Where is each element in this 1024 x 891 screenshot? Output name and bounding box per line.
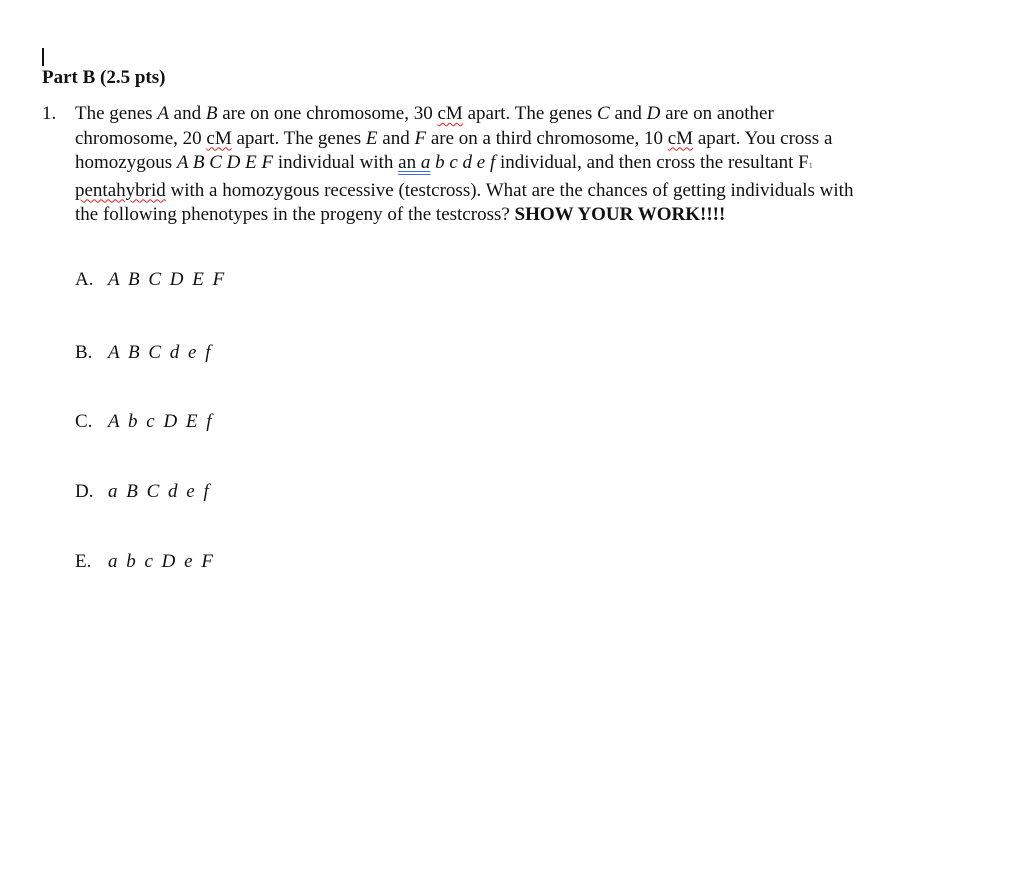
question-line (75, 179, 972, 204)
part-title: Part B (2.5 pts) (42, 67, 166, 88)
grammar-flag-text: a (420, 152, 431, 173)
option-b (75, 341, 213, 365)
option-d (75, 480, 211, 504)
text-segment: B (205, 103, 218, 124)
option-c (75, 410, 214, 434)
option-a (75, 268, 226, 292)
text-segment: b c d e f (435, 152, 496, 173)
text-segment: A (157, 103, 169, 124)
option-phenotype: a b c D e F (108, 551, 215, 572)
text-segment: The genes (75, 103, 158, 124)
spelling-error-word: cM (437, 103, 463, 124)
text-segment: A B C D E F (176, 152, 274, 173)
text-segment: with a homozygous recessive (testcross). What are the chances of getting individuals with (165, 179, 854, 201)
text-segment: and (609, 103, 647, 124)
option-letter: A. (75, 269, 94, 290)
option-phenotype: A B C D E F (108, 269, 227, 290)
question-text (75, 102, 972, 228)
option-letter: C. (75, 411, 93, 432)
text-segment: and (377, 127, 415, 149)
grammar-flag-text: an (398, 152, 421, 173)
question-1 (42, 102, 972, 228)
question-line (75, 102, 972, 127)
text-segment: apart. The genes (231, 127, 366, 149)
text-segment: are on another (660, 103, 774, 124)
option-letter: D. (75, 481, 94, 502)
text-segment: 1 (808, 161, 813, 170)
text-segment: are on a third chromosome, 10 (426, 127, 668, 149)
text-segment: homozygous (75, 152, 177, 173)
text-segment: and (168, 103, 206, 124)
text-segment: F (414, 127, 427, 149)
text-segment: the following phenotypes in the progeny of the testcross? (75, 204, 515, 225)
text-segment: chromosome, 20 (75, 127, 207, 149)
text-segment: E (365, 127, 378, 149)
question-number: 1. (42, 103, 57, 124)
option-phenotype: a B C d e f (108, 481, 211, 502)
question-line (75, 151, 972, 179)
text-segment: individual with (273, 152, 399, 173)
text-segment: individual, and then cross the resultant F (495, 152, 809, 173)
text-cursor (42, 48, 44, 66)
spelling-error-word: pentahybrid (75, 179, 166, 201)
spelling-error-word: cM (667, 127, 694, 149)
text-segment: apart. The genes (462, 103, 598, 124)
option-letter: E. (75, 551, 92, 572)
question-line (75, 203, 972, 228)
option-e (75, 550, 215, 574)
text-segment: SHOW YOUR WORK!!!! (514, 204, 726, 225)
text-segment: C (597, 103, 610, 124)
option-phenotype: A b c D E f (108, 411, 214, 432)
spelling-error-word: cM (206, 127, 232, 149)
text-segment: D (646, 103, 661, 124)
question-line (75, 127, 972, 152)
option-phenotype: A B C d e f (108, 342, 213, 363)
text-segment: apart. You cross a (693, 127, 833, 149)
option-letter: B. (75, 342, 93, 363)
text-segment: are on one chromosome, 30 (217, 103, 438, 124)
